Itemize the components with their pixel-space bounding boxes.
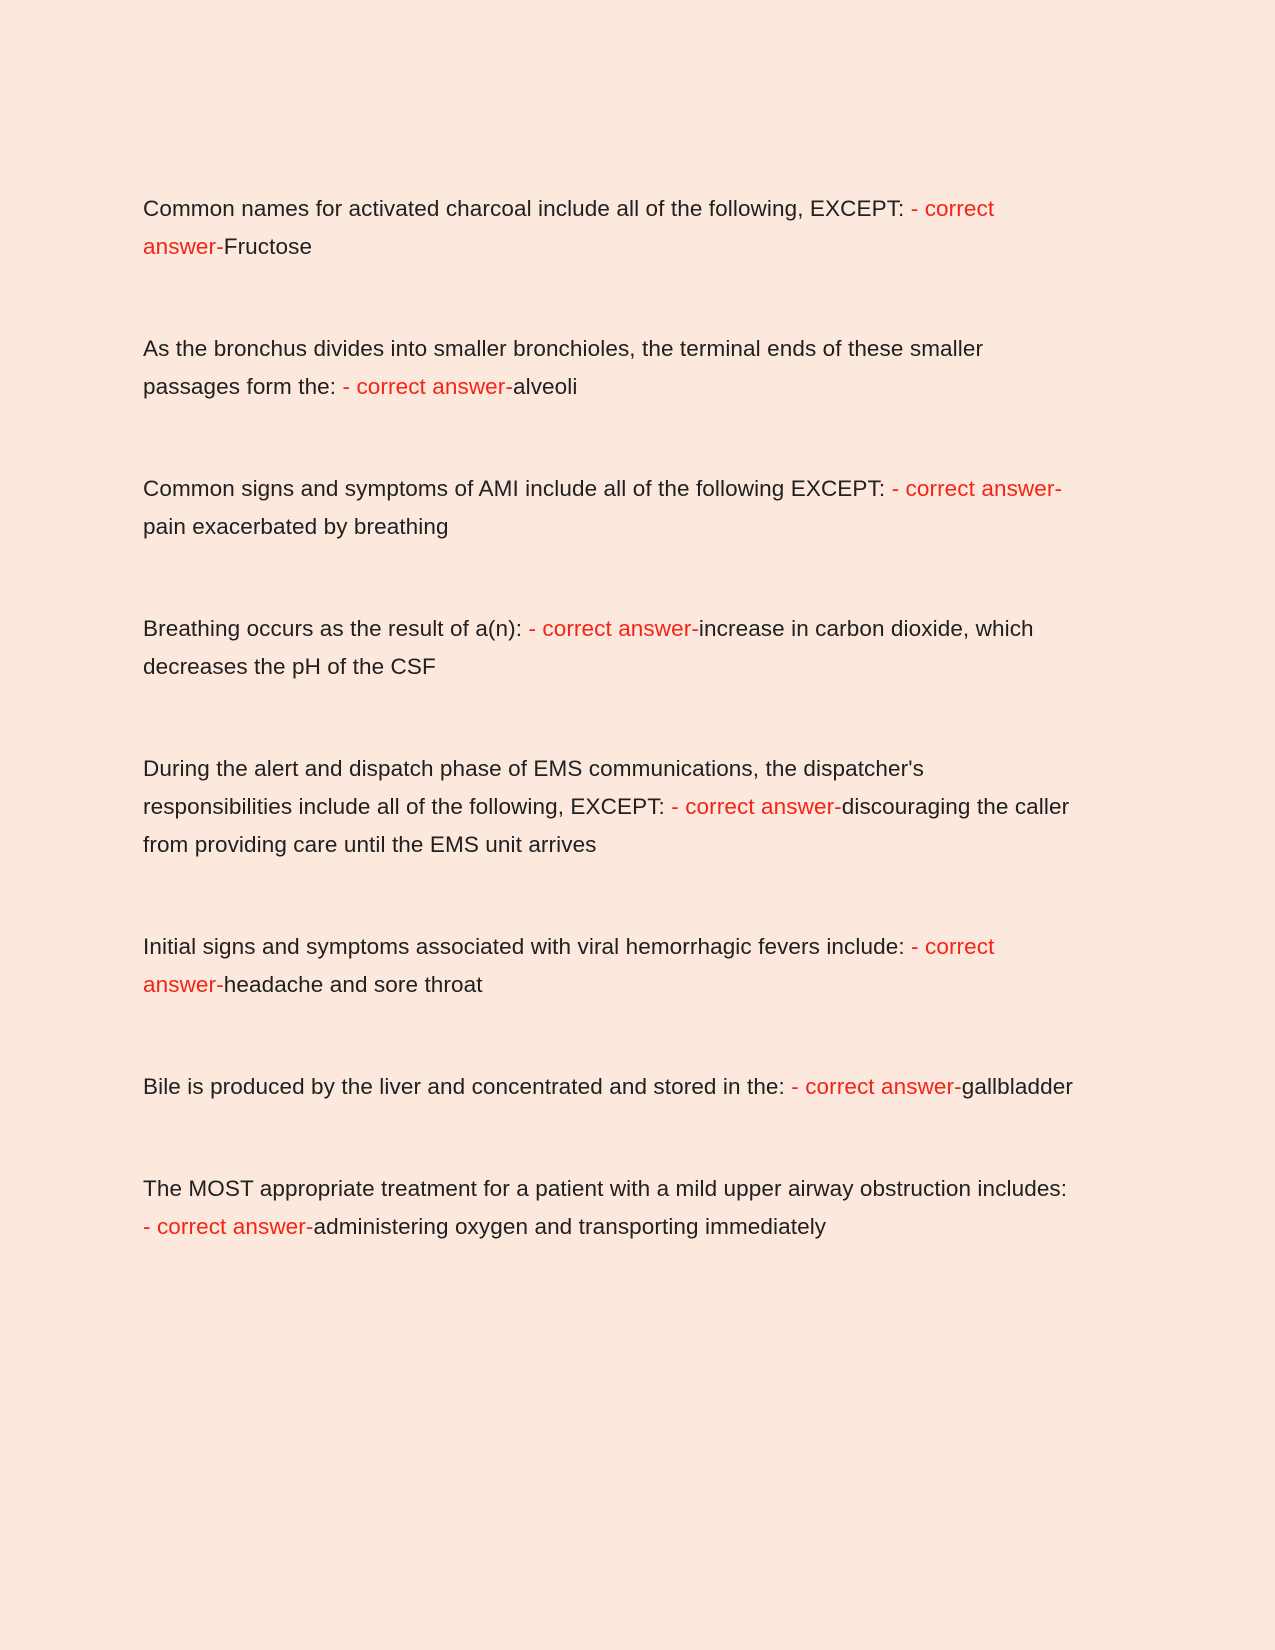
question-text: administering oxygen and transporting immediately	[313, 1214, 827, 1239]
question-item	[143, 610, 1078, 686]
question-text: Breathing occurs as the result of a(n):	[143, 616, 529, 641]
correct-answer-marker: - correct answer-	[528, 616, 699, 641]
question-text: Common signs and symptoms of AMI include all of the following EXCEPT:	[143, 476, 892, 501]
question-list	[143, 190, 1078, 1246]
correct-answer-marker: - correct answer-	[143, 196, 995, 259]
question-text: gallbladder	[961, 1074, 1073, 1099]
correct-answer-marker: - correct answer-	[671, 794, 842, 819]
question-text: Fructose	[223, 234, 313, 259]
question-text: Initial signs and symptoms associated with viral hemorrhagic fevers include:	[143, 934, 912, 959]
question-text: headache and sore throat	[223, 972, 483, 997]
question-text: discouraging the caller from providing care until the EMS unit arrives	[143, 794, 1070, 857]
correct-answer-marker: - correct answer-	[891, 476, 1063, 501]
correct-answer-marker: - correct answer-	[143, 934, 995, 997]
question-item	[143, 1170, 1078, 1246]
question-text: Common names for activated charcoal include all of the following, EXCEPT:	[143, 196, 911, 221]
question-text: During the alert and dispatch phase of EMS communications, the dispatcher's responsibilities include all of the following, EXCEPT:	[143, 756, 924, 819]
question-item	[143, 1068, 1078, 1106]
question-item	[143, 750, 1078, 864]
question-text: The MOST appropriate treatment for a patient with a mild upper airway obstruction includes:	[143, 1176, 1068, 1201]
question-text: increase in carbon dioxide, which decreases the pH of the CSF	[143, 616, 1034, 679]
question-item	[143, 928, 1078, 1004]
question-item	[143, 330, 1078, 406]
question-item	[143, 190, 1078, 266]
correct-answer-marker: - correct answer-	[791, 1074, 962, 1099]
correct-answer-marker: - correct answer-	[143, 1214, 314, 1239]
question-item	[143, 470, 1078, 546]
question-text: As the bronchus divides into smaller bronchioles, the terminal ends of these smaller passages form the:	[143, 336, 984, 399]
question-text: Bile is produced by the liver and concentrated and stored in the:	[143, 1074, 792, 1099]
correct-answer-marker: - correct answer-	[342, 374, 513, 399]
question-text: alveoli	[512, 374, 578, 399]
question-text: pain exacerbated by breathing	[143, 514, 449, 539]
